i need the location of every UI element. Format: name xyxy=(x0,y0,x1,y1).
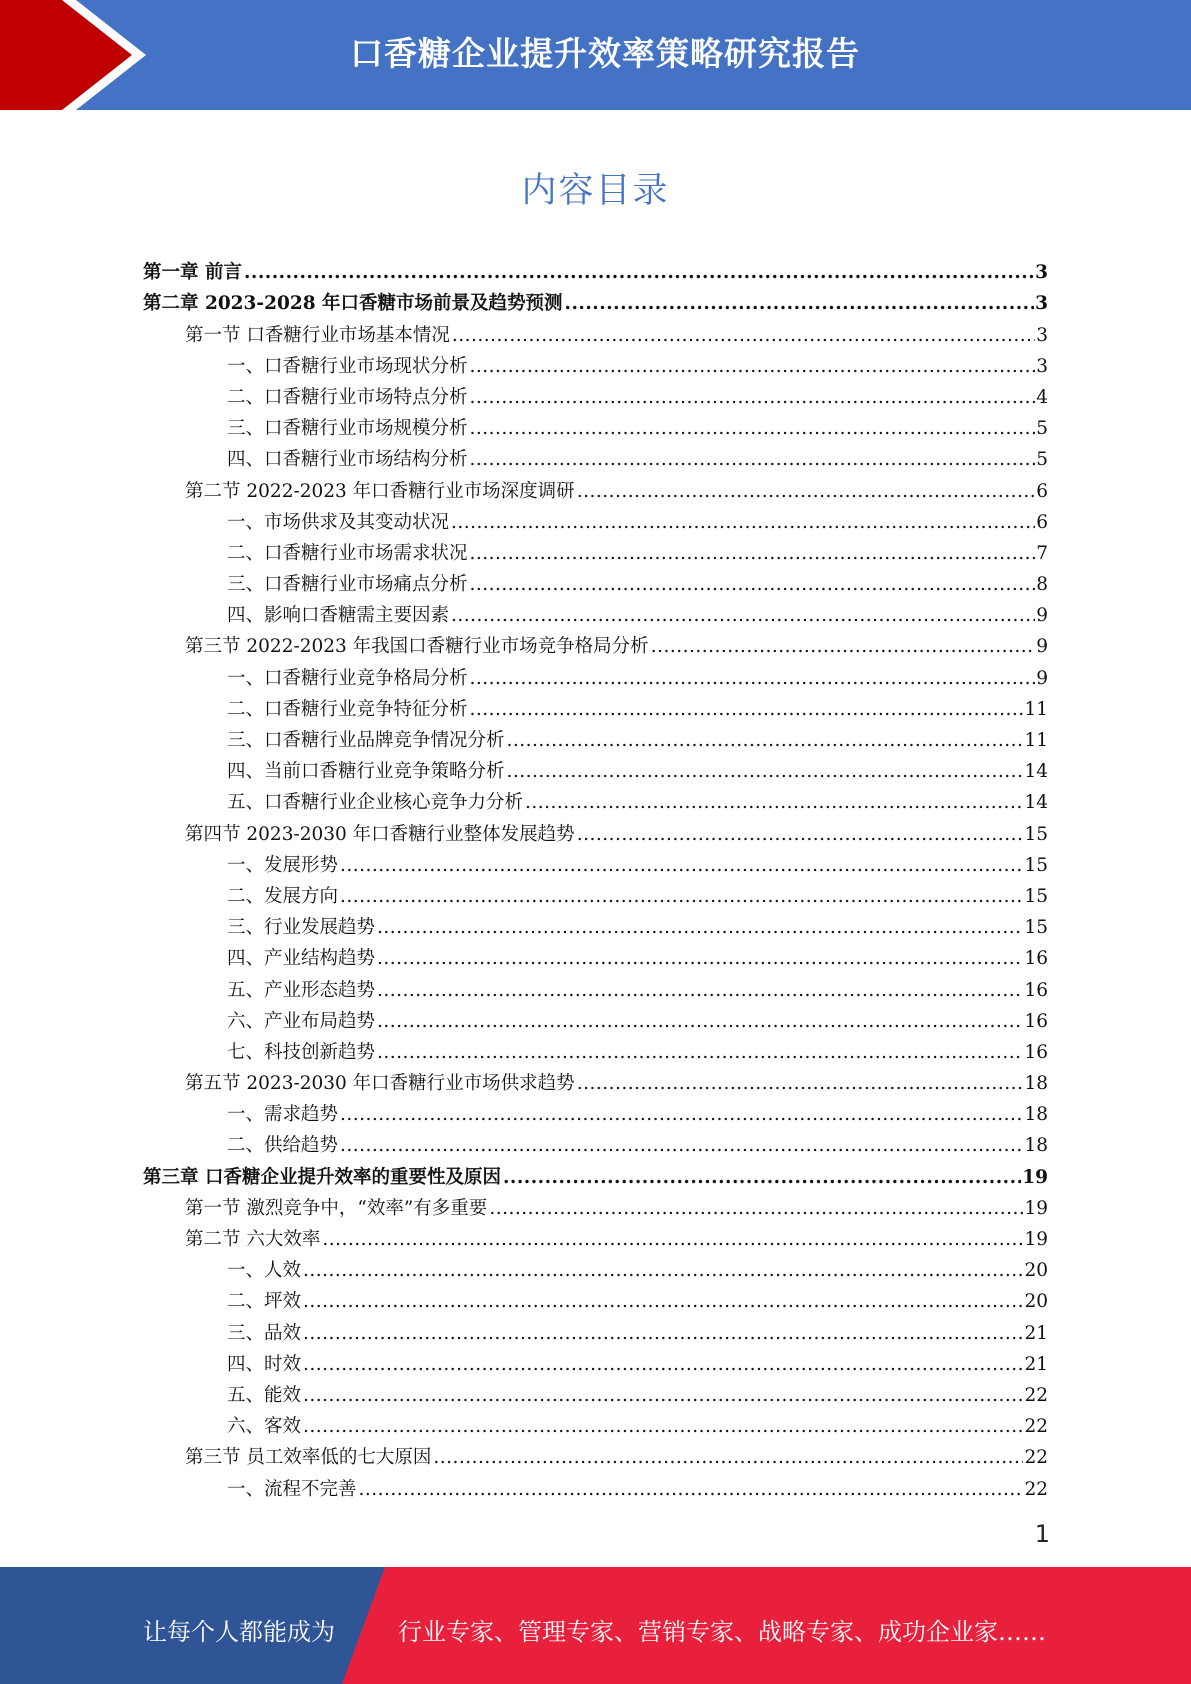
toc-dot-leader xyxy=(322,1229,1023,1251)
toc-entry[interactable] xyxy=(143,627,1048,658)
toc-dot-leader xyxy=(507,761,1024,783)
toc-dot-leader xyxy=(451,512,1035,534)
toc-entry[interactable] xyxy=(143,939,1048,970)
toc-dot-leader xyxy=(377,917,1023,939)
toc-dot-leader xyxy=(565,293,1035,315)
toc-entry[interactable] xyxy=(143,1157,1048,1188)
toc-dot-leader xyxy=(303,1291,1023,1313)
toc-entry[interactable] xyxy=(143,1376,1048,1407)
toc-dot-leader xyxy=(303,1323,1023,1345)
toc-entry[interactable] xyxy=(143,1282,1048,1313)
toc-entry-title: 五、口香糖行业企业核心竞争力分析 xyxy=(227,792,524,814)
toc-dot-leader xyxy=(507,730,1024,752)
toc-entry[interactable] xyxy=(143,814,1048,845)
toc-dot-leader xyxy=(303,1416,1023,1438)
toc-entry-title: 三、品效 xyxy=(227,1322,302,1344)
toc-entry[interactable] xyxy=(143,1469,1048,1500)
toc-entry[interactable] xyxy=(143,752,1048,783)
toc-entry-page: 3 xyxy=(1036,324,1048,346)
toc-entry-title: 二、供给趋势 xyxy=(227,1135,339,1157)
toc-entry-title: 第一章 前言 xyxy=(143,262,242,284)
toc-entry-title: 七、科技创新趋势 xyxy=(227,1041,376,1063)
toc-entry-title: 第三节 2022-2023 年我国口香糖行业市场竞争格局分析 xyxy=(185,636,649,658)
toc-dot-leader xyxy=(433,1447,1023,1469)
toc-entry-page: 21 xyxy=(1024,1353,1048,1375)
toc-entry[interactable] xyxy=(143,1189,1048,1220)
toc-entry-page: 15 xyxy=(1024,823,1048,845)
toc-entry-page: 7 xyxy=(1036,542,1048,564)
toc-entry-title: 第五节 2023-2030 年口香糖行业市场供求趋势 xyxy=(185,1073,575,1095)
toc-entry-page: 3 xyxy=(1036,355,1048,377)
toc-entry[interactable] xyxy=(143,970,1048,1001)
toc-entry[interactable] xyxy=(143,877,1048,908)
table-of-contents xyxy=(143,253,1048,1501)
toc-entry-page: 16 xyxy=(1024,1010,1048,1032)
toc-entry[interactable] xyxy=(143,1407,1048,1438)
toc-entry-page: 3 xyxy=(1035,262,1048,284)
toc-dot-leader xyxy=(503,1167,1021,1189)
report-title: 口香糖企业提升效率策略研究报告 xyxy=(350,34,860,73)
toc-entry-title: 三、行业发展趋势 xyxy=(227,917,376,939)
toc-entry-page: 6 xyxy=(1036,480,1048,502)
toc-entry-page: 6 xyxy=(1036,511,1048,533)
toc-entry-page: 18 xyxy=(1024,1073,1048,1095)
toc-entry-page: 22 xyxy=(1024,1384,1048,1406)
toc-dot-leader xyxy=(340,855,1023,877)
toc-dot-leader xyxy=(377,1042,1023,1064)
toc-entry-page: 16 xyxy=(1024,948,1048,970)
toc-entry-page: 18 xyxy=(1024,1104,1048,1126)
toc-entry[interactable] xyxy=(143,1251,1048,1282)
toc-entry-title: 二、口香糖行业市场特点分析 xyxy=(227,386,468,408)
toc-entry[interactable] xyxy=(143,1095,1048,1126)
toc-entry-title: 一、需求趋势 xyxy=(227,1104,339,1126)
toc-entry-title: 二、坪效 xyxy=(227,1291,302,1313)
toc-entry-title: 六、产业布局趋势 xyxy=(227,1010,376,1032)
toc-entry[interactable] xyxy=(143,378,1048,409)
toc-dot-leader xyxy=(470,699,1024,721)
toc-entry-title: 四、时效 xyxy=(227,1353,302,1375)
toc-entry[interactable] xyxy=(143,721,1048,752)
toc-dot-leader xyxy=(377,1011,1023,1033)
toc-entry-page: 15 xyxy=(1024,854,1048,876)
toc-dot-leader xyxy=(470,387,1036,409)
toc-entry[interactable] xyxy=(143,1126,1048,1157)
toc-heading: 内容目录 xyxy=(521,171,670,211)
toc-entry[interactable] xyxy=(143,1313,1048,1344)
toc-dot-leader xyxy=(470,543,1036,565)
toc-entry[interactable] xyxy=(143,846,1048,877)
toc-dot-leader xyxy=(303,1385,1023,1407)
toc-entry-title: 第三节 员工效率低的七大原因 xyxy=(185,1447,432,1469)
toc-entry[interactable] xyxy=(143,658,1048,689)
toc-entry-page: 19 xyxy=(1022,1166,1048,1188)
toc-entry-page: 22 xyxy=(1024,1478,1048,1500)
toc-entry-page: 22 xyxy=(1024,1447,1048,1469)
toc-entry[interactable] xyxy=(143,1002,1048,1033)
toc-entry-page: 20 xyxy=(1024,1291,1048,1313)
toc-entry-title: 二、口香糖行业竞争特征分析 xyxy=(227,698,468,720)
toc-entry-title: 第二节 六大效率 xyxy=(185,1229,321,1250)
toc-dot-leader xyxy=(340,886,1023,908)
toc-entry-page: 22 xyxy=(1024,1416,1048,1438)
header-arrow-graphic xyxy=(0,0,160,110)
toc-entry[interactable] xyxy=(143,1064,1048,1095)
toc-entry-page: 11 xyxy=(1024,730,1048,751)
toc-dot-leader xyxy=(470,356,1036,378)
toc-entry-page: 20 xyxy=(1024,1260,1048,1282)
toc-entry[interactable] xyxy=(143,1438,1048,1469)
toc-entry[interactable] xyxy=(143,908,1048,939)
toc-entry-title: 三、口香糖行业市场规模分析 xyxy=(227,418,468,440)
toc-dot-leader xyxy=(525,792,1023,814)
toc-dot-leader xyxy=(340,1135,1023,1157)
footer-slogan-left: 让每个人都能成为 xyxy=(143,1618,335,1646)
toc-entry-page: 19 xyxy=(1024,1229,1048,1250)
toc-dot-leader xyxy=(244,262,1034,284)
toc-dot-leader xyxy=(377,980,1023,1002)
toc-entry-title: 第三章 口香糖企业提升效率的重要性及原因 xyxy=(143,1166,501,1188)
toc-dot-leader xyxy=(451,605,1035,627)
toc-entry-page: 16 xyxy=(1024,979,1048,1001)
toc-entry-title: 五、能效 xyxy=(227,1384,302,1406)
toc-entry-page: 5 xyxy=(1036,449,1048,471)
toc-entry[interactable] xyxy=(143,783,1048,814)
header-banner xyxy=(0,0,1191,110)
toc-entry-page: 16 xyxy=(1024,1041,1048,1063)
toc-entry[interactable] xyxy=(143,503,1048,534)
toc-entry-title: 一、口香糖行业竞争格局分析 xyxy=(227,667,468,689)
toc-dot-leader xyxy=(577,481,1036,503)
toc-dot-leader xyxy=(577,1073,1024,1095)
toc-entry[interactable] xyxy=(143,690,1048,721)
toc-entry[interactable] xyxy=(143,565,1048,596)
toc-entry[interactable] xyxy=(143,1033,1048,1064)
toc-entry-title: 一、发展形势 xyxy=(227,854,339,876)
toc-entry-page: 5 xyxy=(1036,418,1048,440)
toc-entry[interactable] xyxy=(143,596,1048,627)
toc-entry-title: 三、口香糖行业品牌竞争情况分析 xyxy=(227,730,505,751)
toc-entry-title: 第一节 激烈竞争中，“效率”有多重要 xyxy=(185,1197,488,1219)
toc-entry-title: 三、口香糖行业市场痛点分析 xyxy=(227,574,468,596)
toc-entry-page: 3 xyxy=(1035,293,1048,315)
toc-entry-title: 第二章 2023-2028 年口香糖市场前景及趋势预测 xyxy=(143,293,563,315)
toc-entry-title: 一、市场供求及其变动状况 xyxy=(227,511,450,533)
toc-entry-page: 11 xyxy=(1024,698,1048,720)
toc-entry[interactable] xyxy=(143,1345,1048,1376)
toc-dot-leader xyxy=(377,948,1023,970)
toc-entry-page: 9 xyxy=(1036,605,1048,627)
toc-dot-leader xyxy=(303,1260,1023,1282)
toc-entry-title: 五、产业形态趋势 xyxy=(227,979,376,1001)
toc-entry-page: 15 xyxy=(1024,885,1048,907)
toc-dot-leader xyxy=(359,1479,1024,1501)
toc-entry-page: 14 xyxy=(1024,761,1048,783)
toc-entry-title: 第一节 口香糖行业市场基本情况 xyxy=(185,324,450,346)
toc-entry[interactable] xyxy=(143,315,1048,346)
toc-entry-title: 二、发展方向 xyxy=(227,885,339,907)
toc-dot-leader xyxy=(577,824,1024,846)
toc-entry-page: 14 xyxy=(1024,792,1048,814)
footer-slogan-right: 行业专家、管理专家、营销专家、战略专家、成功企业家…… xyxy=(398,1618,1046,1646)
toc-dot-leader xyxy=(489,1198,1023,1220)
toc-entry-page: 21 xyxy=(1024,1322,1048,1344)
footer-banner xyxy=(0,1567,1191,1684)
toc-entry[interactable] xyxy=(143,534,1048,565)
toc-dot-leader xyxy=(452,325,1035,347)
toc-dot-leader xyxy=(651,636,1036,658)
toc-entry-page: 19 xyxy=(1024,1197,1048,1219)
toc-entry-title: 四、口香糖行业市场结构分析 xyxy=(227,449,468,471)
toc-entry-page: 18 xyxy=(1024,1135,1048,1157)
toc-entry-title: 第二节 2022-2023 年口香糖行业市场深度调研 xyxy=(185,480,575,502)
toc-entry[interactable] xyxy=(143,284,1048,315)
toc-entry-title: 二、口香糖行业市场需求状况 xyxy=(227,542,468,564)
toc-entry[interactable] xyxy=(143,253,1048,284)
toc-entry[interactable] xyxy=(143,471,1048,502)
toc-entry-title: 一、流程不完善 xyxy=(227,1478,357,1500)
toc-dot-leader xyxy=(470,449,1036,471)
toc-entry-page: 15 xyxy=(1024,917,1048,939)
toc-entry-title: 六、客效 xyxy=(227,1416,302,1438)
toc-dot-leader xyxy=(303,1354,1023,1376)
toc-dot-leader xyxy=(470,418,1036,440)
toc-dot-leader xyxy=(340,1104,1023,1126)
toc-entry-title: 一、口香糖行业市场现状分析 xyxy=(227,355,468,377)
toc-entry[interactable] xyxy=(143,1220,1048,1251)
toc-entry-page: 4 xyxy=(1036,386,1048,408)
toc-entry-page: 9 xyxy=(1036,636,1048,658)
toc-entry-title: 四、当前口香糖行业竞争策略分析 xyxy=(227,761,505,783)
toc-entry-title: 四、影响口香糖需主要因素 xyxy=(227,605,450,627)
toc-dot-leader xyxy=(470,574,1036,596)
toc-entry[interactable] xyxy=(143,409,1048,440)
page-number: 1 xyxy=(1034,1520,1050,1548)
toc-entry[interactable] xyxy=(143,347,1048,378)
toc-entry-title: 一、人效 xyxy=(227,1260,302,1282)
toc-entry-title: 四、产业结构趋势 xyxy=(227,948,376,970)
toc-entry-title: 第四节 2023-2030 年口香糖行业整体发展趋势 xyxy=(185,823,575,845)
toc-entry-page: 8 xyxy=(1036,574,1048,596)
toc-entry-page: 9 xyxy=(1036,667,1048,689)
toc-dot-leader xyxy=(470,668,1036,690)
toc-entry[interactable] xyxy=(143,440,1048,471)
